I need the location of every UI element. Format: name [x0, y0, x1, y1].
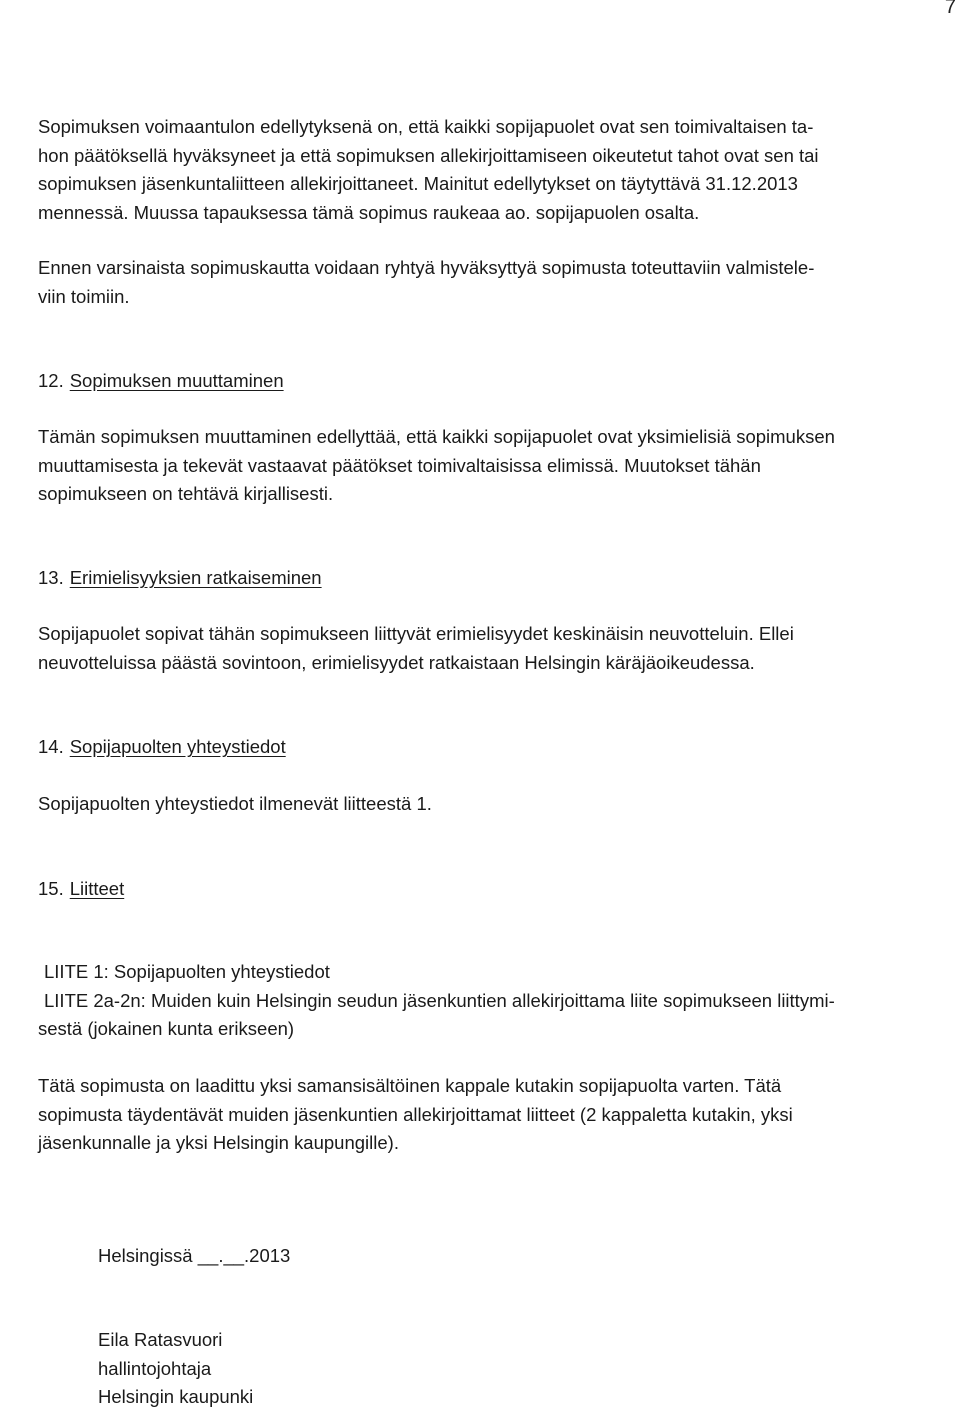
- place-date-text: Helsingissä __.__.2013: [98, 1245, 291, 1266]
- text-line: muuttamisesta ja tekevät vastaavat päätökset toimivaltaisissa elimissä. Muutokset tähän: [38, 454, 761, 476]
- text-line: sopimuksen jäsenkuntaliitteen allekirjoittaneet. Mainitut edellytykset on täytyttävä 31.12.2013: [38, 173, 798, 194]
- text-line: Tämän sopimuksen muuttaminen edellyttää, että kaikki sopijapuolet ovat yksimielisiä sopimuksen: [38, 426, 835, 447]
- attachments-list: [38, 958, 960, 1044]
- text-line: sopimusta täydentävät muiden jäsenkuntien allekirjoittamat liitteet (2 kappaletta kutakin, yksi: [38, 1103, 793, 1125]
- text-line: Tätä sopimusta on laadittu yksi samansisältöinen kappale kutakin sopijapuolta varten. Tätä: [38, 1075, 782, 1096]
- section-heading-13: [38, 564, 960, 592]
- text-line: mennessä. Muussa tapauksessa tämä sopimus raukeaa ao. sopijapuolen osalta.: [38, 201, 700, 223]
- text-line: Ennen varsinaista sopimuskautta voidaan ryhtyä hyväksyttyä sopimusta toteuttaviin valmistele-: [38, 257, 815, 278]
- closing-paragraph: [38, 1072, 960, 1158]
- attachment-item: LIITE 2a-2n: Muiden kuin Helsingin seudun jäsenkuntien allekirjoittama liite sopimukseen liittymi-: [44, 989, 835, 1011]
- section-title: Sopimuksen muuttaminen: [69, 370, 284, 391]
- text-line: viin toimiin.: [38, 285, 130, 307]
- section-body-12: [38, 423, 960, 509]
- section-number: 13.: [38, 567, 64, 588]
- signature-block: [98, 1326, 253, 1412]
- section-number: 15.: [38, 878, 64, 899]
- paragraph-validity: [38, 113, 960, 227]
- attachment-item: LIITE 1: Sopijapuolten yhteystiedot: [44, 961, 330, 982]
- text-line: Sopijapuolet sopivat tähän sopimukseen liittyvät erimielisyydet keskinäisin neuvotteluin. Ellei: [38, 623, 794, 644]
- text-line: neuvotteluissa päästä sovintoon, erimielisyydet ratkaistaan Helsingin käräjäoikeudessa.: [38, 651, 755, 673]
- section-body-13: [38, 620, 960, 677]
- section-number: 14.: [38, 736, 64, 757]
- section-title: Erimielisyyksien ratkaiseminen: [69, 567, 322, 588]
- page-number: 7: [944, 0, 956, 18]
- text-line: jäsenkunnalle ja yksi Helsingin kaupungille).: [38, 1132, 399, 1153]
- section-title: Sopijapuolten yhteystiedot: [69, 736, 286, 757]
- signer-organization: Helsingin kaupunki: [98, 1386, 254, 1407]
- section-body-14: [38, 790, 960, 819]
- section-title: Liitteet: [69, 878, 125, 899]
- paragraph-preparations: [38, 254, 960, 311]
- signer-name: Eila Ratasvuori: [98, 1329, 223, 1350]
- place-date: [98, 1242, 290, 1271]
- signer-role: hallintojohtaja: [98, 1357, 212, 1379]
- section-heading-14: [38, 733, 960, 761]
- text-line: hon päätöksellä hyväksyneet ja että sopimuksen allekirjoittamiseen oikeutetut tahot ovat sen tai: [38, 144, 819, 166]
- section-heading-12: [38, 367, 960, 395]
- text-line: Sopijapuolten yhteystiedot ilmenevät liitteestä 1.: [38, 793, 432, 814]
- text-line: sopimukseen on tehtävä kirjallisesti.: [38, 483, 334, 504]
- section-heading-15: [38, 875, 960, 903]
- section-number: 12.: [38, 370, 64, 391]
- text-line: Sopimuksen voimaantulon edellytyksenä on, että kaikki sopijapuolet ovat sen toimivaltaisen ta-: [38, 116, 814, 137]
- attachment-continuation: sestä (jokainen kunta erikseen): [38, 1018, 295, 1039]
